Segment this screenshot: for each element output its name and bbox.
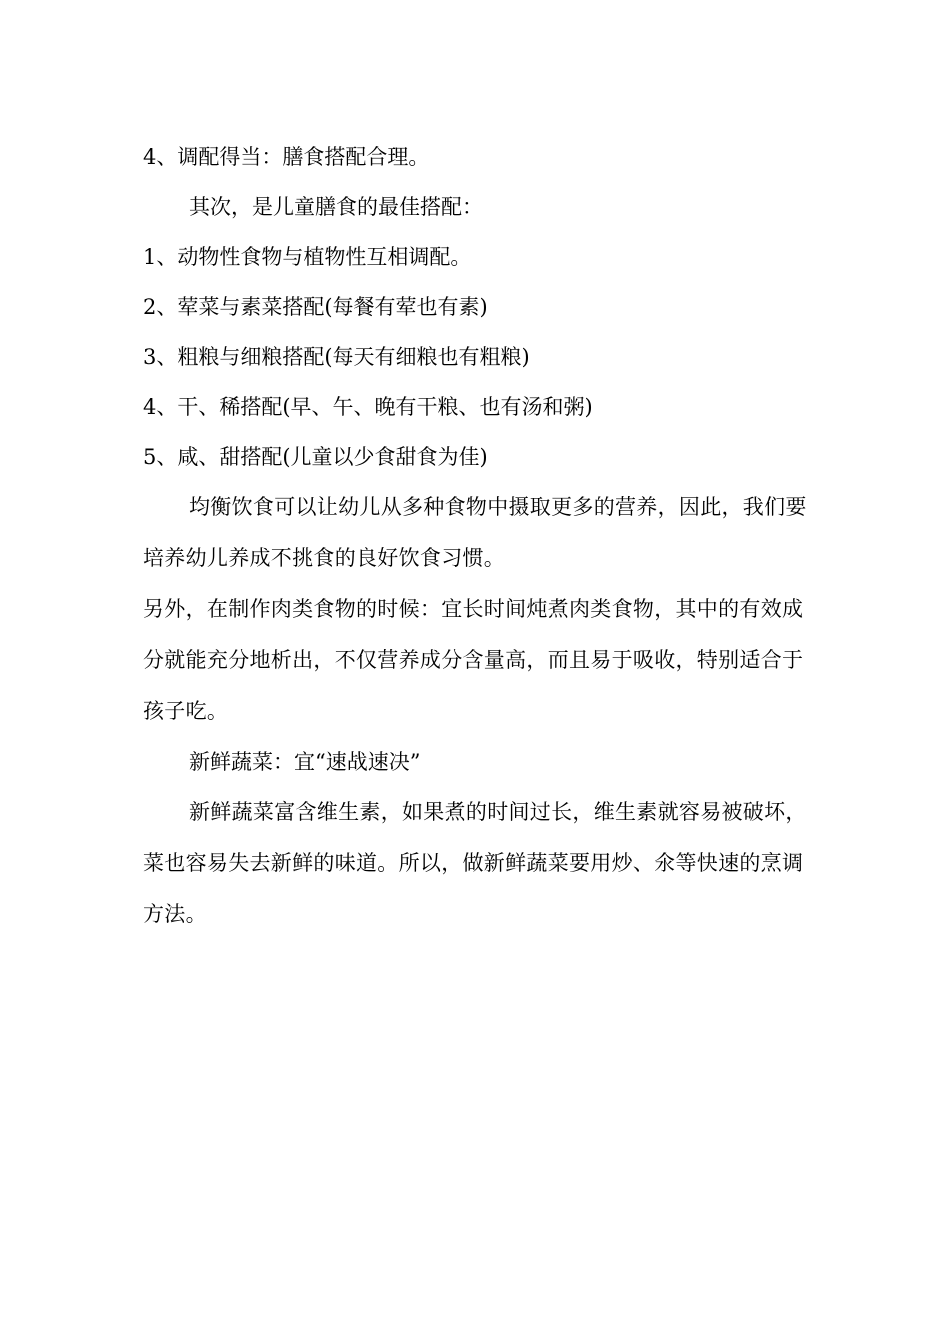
- principle-item-4: 4、调配得当：膳食搭配合理。: [143, 145, 430, 169]
- pairing-item-5: 5、咸、甜搭配(儿童以少食甜食为佳): [143, 445, 488, 469]
- vegetables-heading: 新鲜蔬菜：宜“速战速决”: [189, 750, 421, 774]
- pairing-item-1: 1、动物性食物与植物性互相调配。: [143, 245, 472, 269]
- pairing-item-2: 2、荤菜与素菜搭配(每餐有荤也有素): [143, 295, 488, 319]
- pairing-item-4: 4、干、稀搭配(早、午、晚有干粮、也有汤和粥): [143, 395, 593, 419]
- pairing-intro: 其次，是儿童膳食的最佳搭配：: [189, 195, 483, 219]
- document-body: [143, 132, 811, 940]
- balanced-diet-paragraph: 均衡饮食可以让幼儿从多种食物中摄取更多的营养，因此，我们要培养幼儿养成不挑食的良好饮食习惯。: [143, 495, 807, 570]
- meat-cooking-paragraph: 另外，在制作肉类食物的时候：宜长时间炖煮肉类食物，其中的有效成分就能充分地析出，不仅营养成分含量高，而且易于吸收，特别适合于孩子吃。: [143, 597, 804, 723]
- pairing-item-3: 3、粗粮与细粮搭配(每天有细粮也有粗粮): [143, 345, 530, 369]
- vegetables-paragraph: 新鲜蔬菜富含维生素，如果煮的时间过长，维生素就容易被破坏，菜也容易失去新鲜的味道。所以，做新鲜蔬菜要用炒、氽等快速的烹调方法。: [143, 800, 807, 926]
